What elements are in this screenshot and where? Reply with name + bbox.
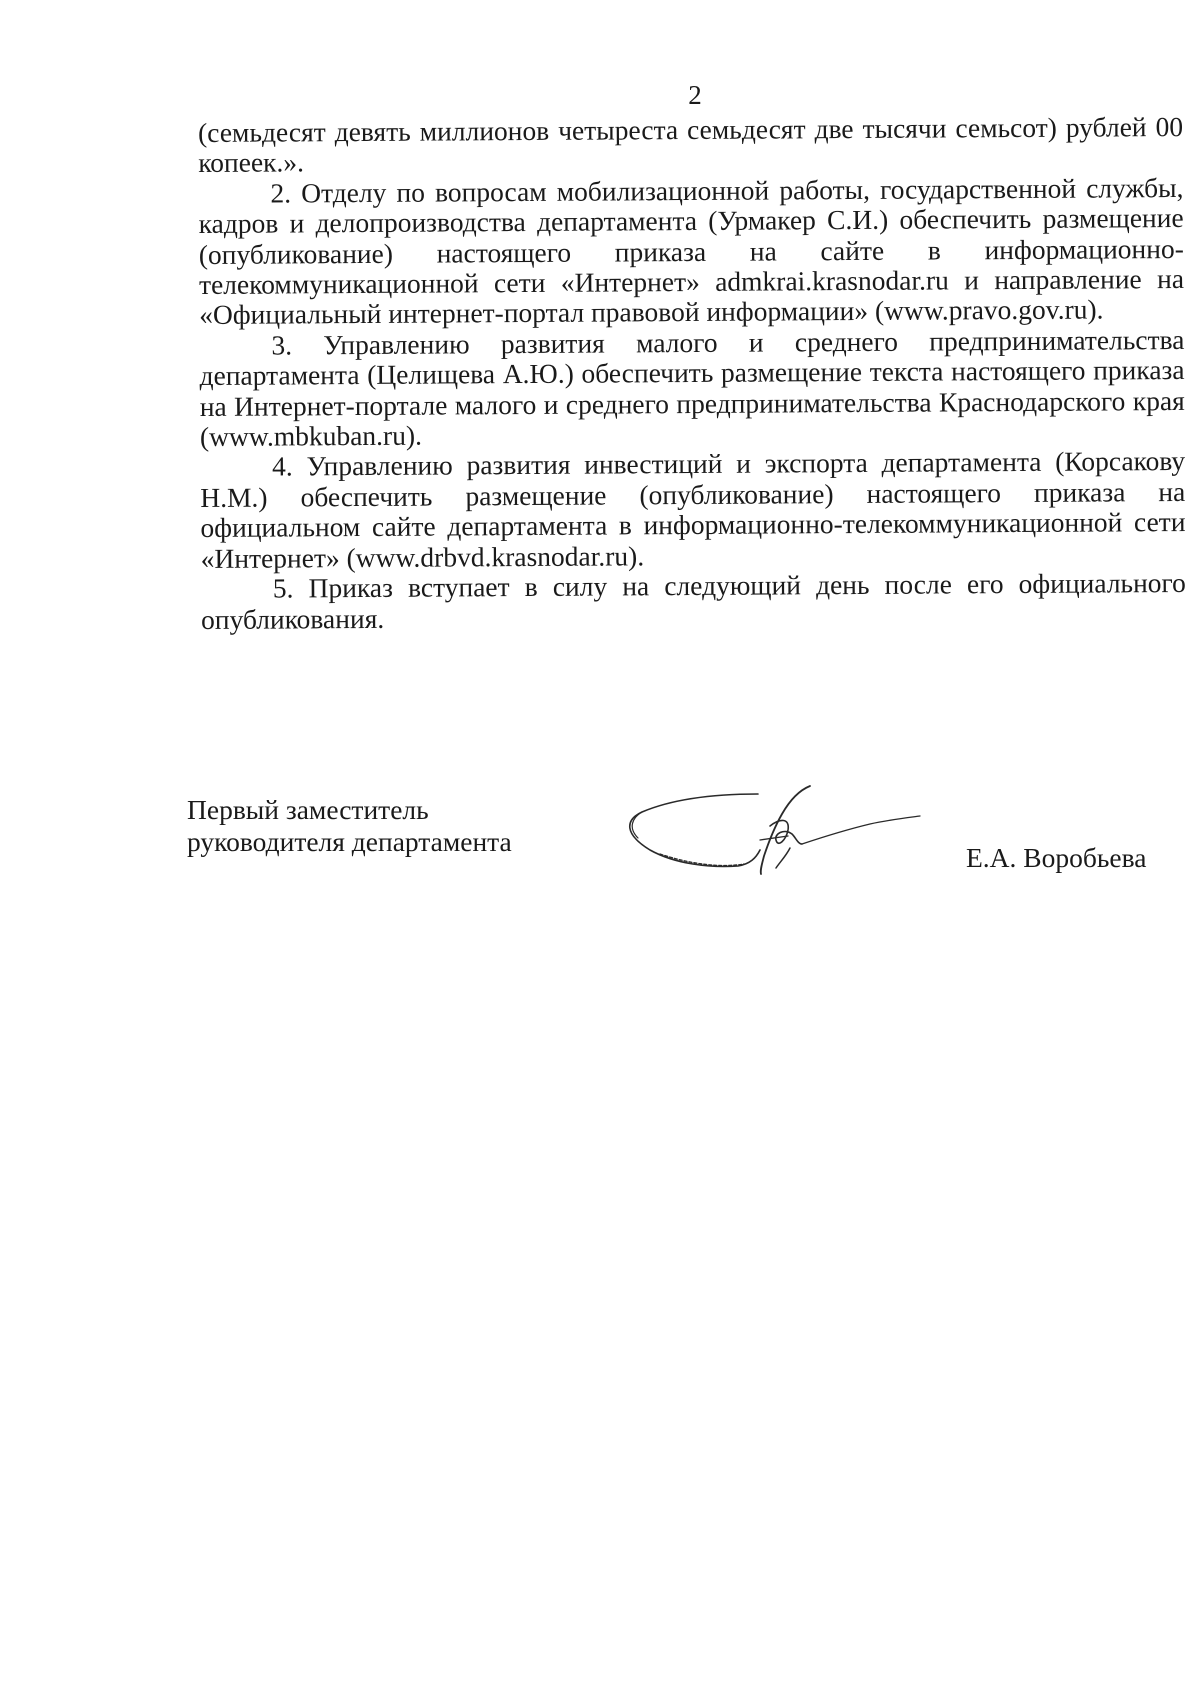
page-number: 2 bbox=[688, 80, 702, 110]
signatory-position-line-2: руководителя департамента bbox=[187, 826, 512, 857]
paragraph-item-2: 2. Отделу по вопросам мобилизационной работы, государственной службы, кадров и делопроизводства департамента (Урмакер С.И.) обеспечить размещение (опубликование) настоящего приказа на сайте в информационно-телекоммуникационной сети «Интернет» admkrai.krasnodar.ru и направление на «Официальный интернет-портал правовой информации» (www.pravo.gov.ru). bbox=[198, 171, 1185, 331]
paragraph-item-3: 3. Управлению развития малого и среднего предпринимательства департамента (Целищева А.Ю.) обеспечить размещение текста настоящего приказа на Интернет-портале малого и среднего предпринимательства Краснодарского края (www.mbkuban.ru). bbox=[199, 323, 1185, 453]
paragraph-item-5: 5. Приказ вступает в силу на следующий день после его официального опубликования. bbox=[200, 567, 1186, 635]
signatory-position bbox=[187, 794, 567, 858]
signatory-position-line-1: Первый заместитель bbox=[187, 794, 429, 825]
paragraph-continuation: (семьдесят девять миллионов четыреста семьдесят две тысячи семьсот) рублей 00 копеек.». bbox=[197, 110, 1184, 179]
signatory-name: Е.А. Воробьева bbox=[966, 842, 1147, 873]
handwritten-signature bbox=[620, 778, 930, 898]
paragraph-item-4: 4. Управлению развития инвестиций и экспорта департамента (Корсакову Н.М.) обеспечить размещение (опубликование) настоящего приказа на официальном сайте департамента в информационно-телекоммуникационной сети «Интернет» (www.drbvd.krasnodar.ru). bbox=[200, 445, 1186, 574]
